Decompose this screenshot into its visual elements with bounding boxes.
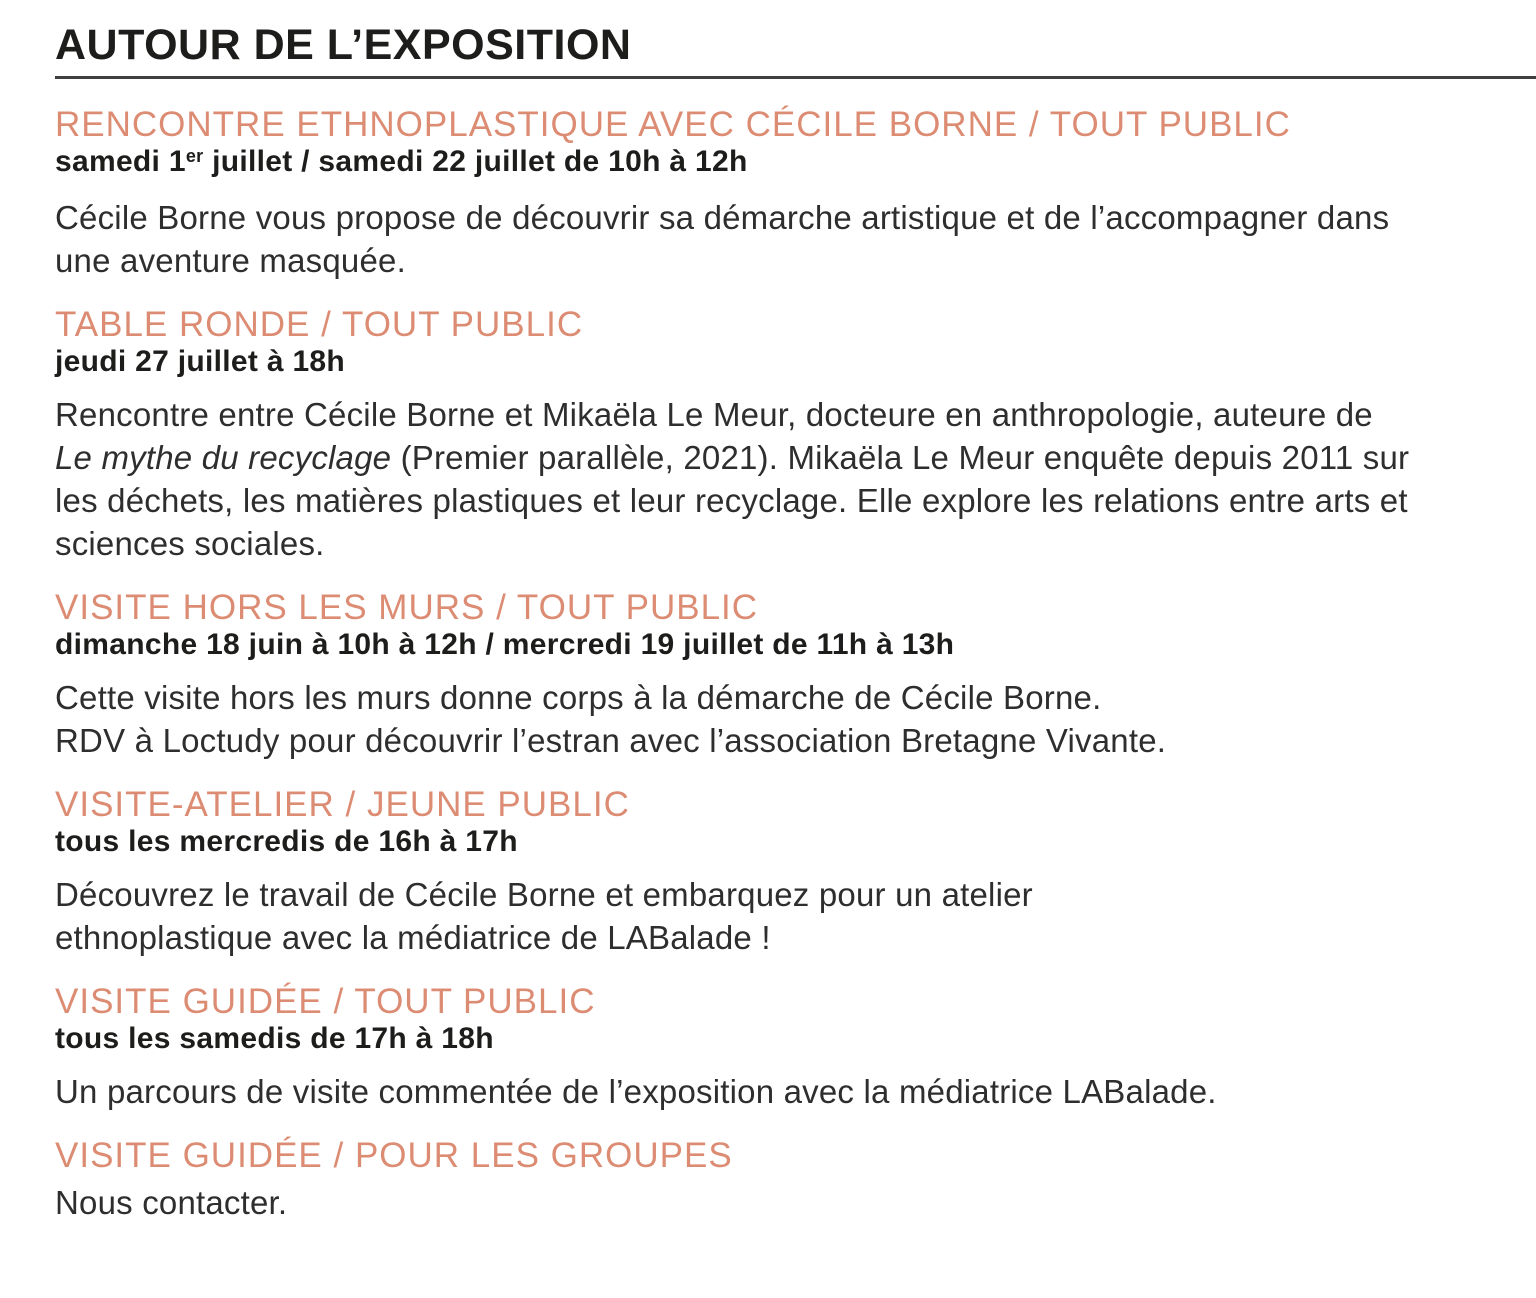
text-segment: Cette visite hors les murs donne corps à la démarche de Cécile Borne.	[55, 679, 1102, 716]
text-segment: Nous contacter.	[55, 1184, 288, 1221]
text-segment: Découvrez le travail de Cécile Borne et embarquez pour un atelier	[55, 876, 1033, 913]
text-segment: juillet / samedi 22 juillet de 10h à 12h	[203, 145, 748, 178]
text-segment: Rencontre entre Cécile Borne et Mikaëla Le Meur, docteure en anthropologie, auteure de	[55, 396, 1373, 433]
event-body	[55, 1070, 1490, 1113]
event-section	[55, 786, 1490, 959]
event-date	[55, 144, 1490, 183]
body-line	[55, 436, 1490, 479]
event-date	[55, 627, 1490, 663]
italic-text: Le mythe du recyclage	[55, 439, 392, 476]
text-segment: jeudi 27 juillet à 18h	[55, 345, 346, 378]
title-rule	[55, 76, 1536, 79]
text-segment: ethnoplastique avec la médiatrice de LABalade !	[55, 919, 771, 956]
text-segment: sciences sociales.	[55, 525, 325, 562]
event-body	[55, 1181, 1490, 1224]
body-line	[55, 393, 1490, 436]
event-section	[55, 1137, 1490, 1224]
page-title: AUTOUR DE L’EXPOSITION	[55, 21, 632, 69]
event-section	[55, 589, 1490, 762]
event-date	[55, 344, 1490, 380]
body-line	[55, 873, 1490, 916]
body-line	[55, 196, 1490, 239]
event-heading: VISITE-ATELIER / JEUNE PUBLIC	[55, 785, 630, 824]
text-segment: Un parcours de visite commentée de l’exposition avec la médiatrice LABalade.	[55, 1073, 1217, 1110]
event-body	[55, 196, 1490, 282]
event-section	[55, 983, 1490, 1113]
text-segment: (Premier parallèle, 2021). Mikaëla Le Meur enquête depuis 2011 sur	[391, 439, 1410, 476]
text-segment: tous les mercredis de 16h à 17h	[55, 825, 518, 858]
event-sections	[55, 106, 1490, 1224]
body-line	[55, 719, 1490, 762]
event-date	[55, 824, 1490, 860]
event-body	[55, 873, 1490, 959]
event-date	[55, 1021, 1490, 1057]
event-section	[55, 306, 1490, 565]
text-segment: RDV à Loctudy pour découvrir l’estran avec l’association Bretagne Vivante.	[55, 722, 1167, 759]
event-heading: VISITE GUIDÉE / POUR LES GROUPES	[55, 1136, 733, 1175]
body-line	[55, 479, 1490, 522]
body-line	[55, 916, 1490, 959]
text-segment: une aventure masquée.	[55, 242, 406, 279]
body-line	[55, 676, 1490, 719]
event-heading: VISITE GUIDÉE / TOUT PUBLIC	[55, 982, 596, 1021]
body-line	[55, 522, 1490, 565]
event-heading: RENCONTRE ETHNOPLASTIQUE AVEC CÉCILE BORNE / TOUT PUBLIC	[55, 105, 1291, 144]
body-line	[55, 1181, 1490, 1224]
event-section	[55, 106, 1490, 282]
body-line	[55, 239, 1490, 282]
text-segment: les déchets, les matières plastiques et leur recyclage. Elle explore les relations entre arts et	[55, 482, 1408, 519]
event-heading: TABLE RONDE / TOUT PUBLIC	[55, 305, 584, 344]
text-segment: dimanche 18 juin à 10h à 12h / mercredi 19 juillet de 11h à 13h	[55, 628, 955, 661]
event-body	[55, 676, 1490, 762]
body-line	[55, 1070, 1490, 1113]
text-segment: samedi 1	[55, 145, 186, 178]
event-body	[55, 393, 1490, 565]
text-segment: tous les samedis de 17h à 18h	[55, 1022, 494, 1055]
event-heading: VISITE HORS LES MURS / TOUT PUBLIC	[55, 588, 759, 627]
superscript-text: er	[185, 146, 204, 166]
text-segment: Cécile Borne vous propose de découvrir sa démarche artistique et de l’accompagner dans	[55, 199, 1390, 236]
